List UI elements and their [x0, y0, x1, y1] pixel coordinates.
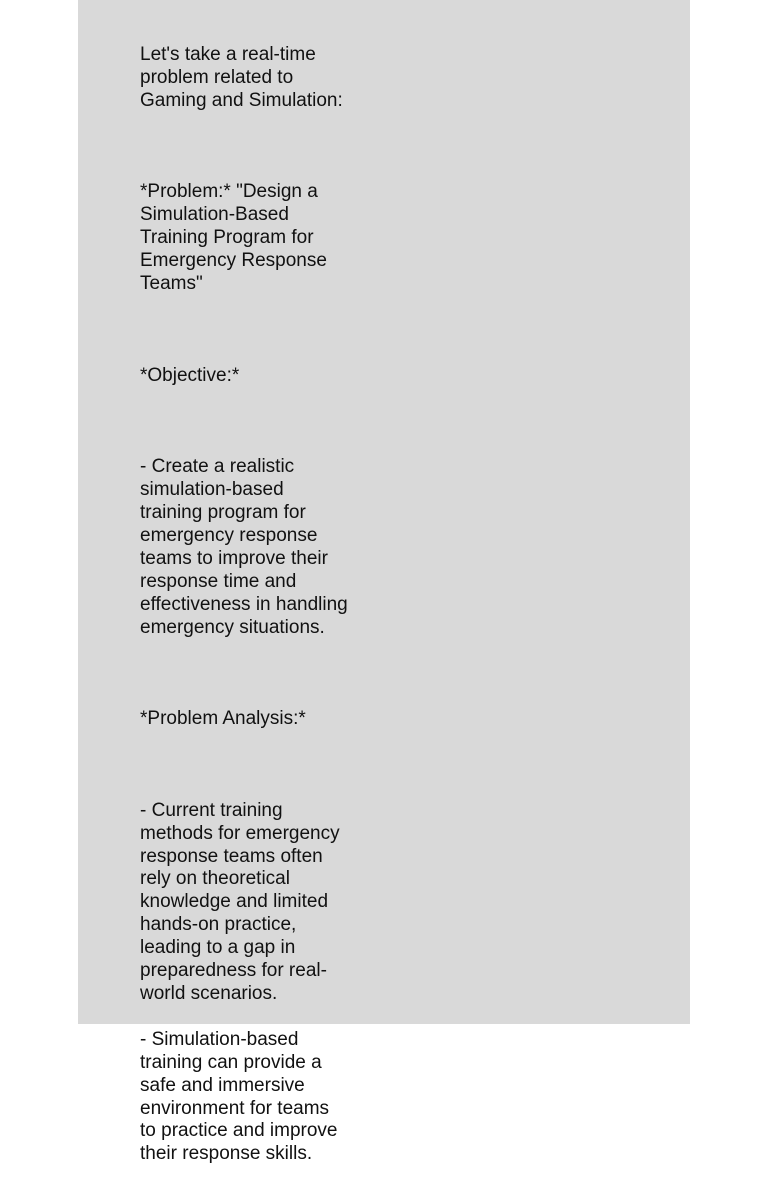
spacer: [140, 136, 350, 159]
analysis-heading: *Problem Analysis:*: [140, 708, 306, 730]
analysis-item-1: - Current training methods for emergency response teams often rely on theoretical knowledge and limited hands-on practice, leading to a gap in preparedness for real-world scenarios.: [140, 799, 340, 1004]
document-page: [78, 0, 690, 1165]
intro-paragraph: Let's take a real-time problem related to Gaming and Simulation:: [140, 43, 343, 111]
spacer: [140, 754, 350, 777]
objective-item: - Create a realistic simulation-based training program for emergency response teams to improve their response time and effectiveness in handling emergency situations.: [140, 456, 348, 638]
spacer: [140, 319, 350, 342]
problem-statement: *Problem:* "Design a Simulation-Based Training Program for Emergency Response Teams": [140, 181, 327, 294]
spacer: [140, 662, 350, 685]
analysis-item-2: - Simulation-based training can provide a safe and immersive environment for teams to practice and improve their response skills.: [140, 1028, 338, 1165]
spacer: [140, 410, 350, 433]
objective-heading: *Objective:*: [140, 364, 240, 386]
document-text: [140, 21, 350, 1189]
